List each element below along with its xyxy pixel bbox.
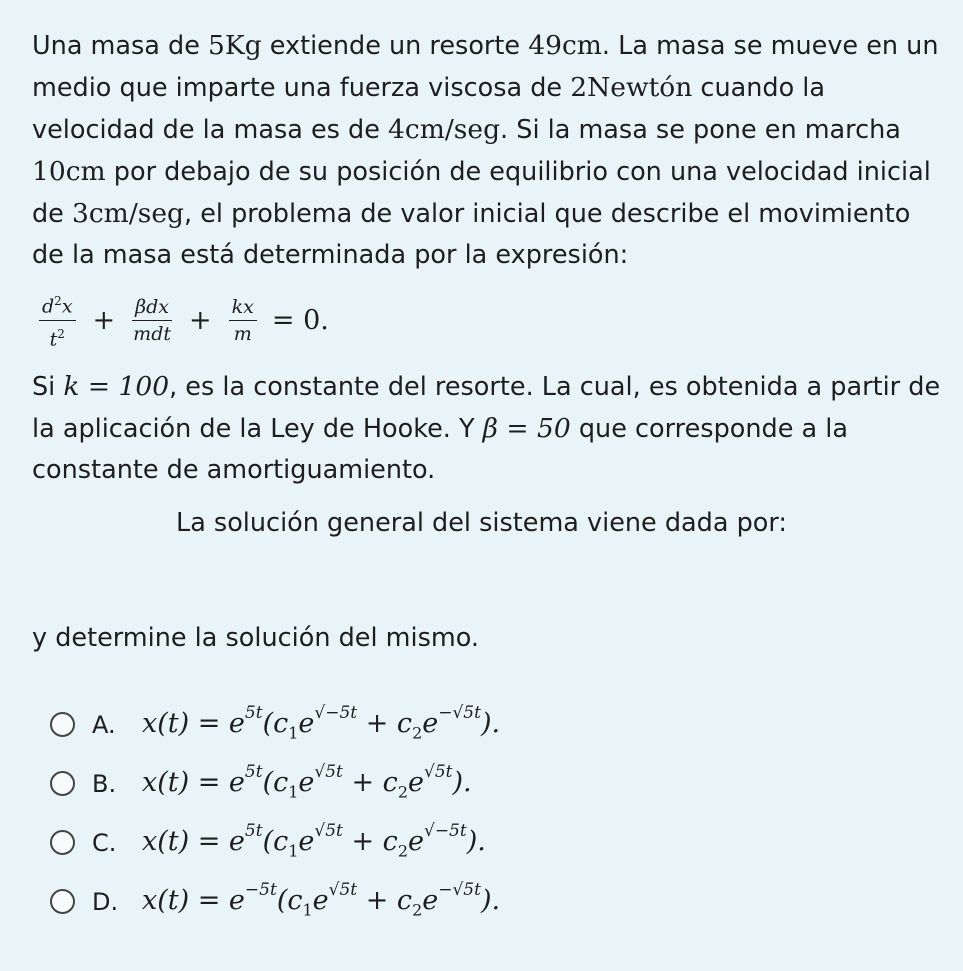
fraction-denominator [50, 321, 65, 351]
formula-e: e [298, 766, 315, 798]
formula-exponent: −√5t [438, 702, 481, 723]
formula-exponent: √5t [314, 820, 343, 841]
choice-formula [142, 761, 472, 802]
text-segment: Si [32, 372, 64, 402]
eq-d: d [42, 295, 55, 318]
formula-c1: (c [262, 825, 289, 857]
text-segment: , el problema de valor inicial que describe el movimiento de la masa está determinada por la expresión: [32, 199, 911, 270]
math-stretch: 49cm [528, 30, 602, 61]
formula-plus: + c [342, 825, 398, 857]
formula-exponent: 5t [244, 702, 263, 723]
formula-lhs: x(t) = e [142, 707, 245, 739]
formula-end: ). [452, 766, 472, 798]
formula-exponent: √−5t [423, 820, 467, 841]
choice-a[interactable] [50, 695, 500, 754]
formula-subscript: 1 [288, 841, 299, 861]
formula-exponent: 5t [244, 761, 263, 782]
formula-c1: (c [276, 884, 303, 916]
formula-exponent: √5t [328, 879, 358, 900]
formula-e: e [422, 884, 439, 916]
plus-operator: + [189, 304, 212, 336]
choice-formula [142, 820, 486, 861]
formula-subscript: 1 [302, 900, 313, 920]
formula-end: ). [480, 884, 501, 916]
math-displacement: 10cm [32, 156, 106, 187]
formula-e: e [408, 825, 424, 857]
choice-formula [142, 879, 501, 920]
general-solution-heading: La solución general del sistema viene dada por: [175, 508, 788, 538]
formula-plus: + c [357, 707, 413, 739]
formula-c1: (c [262, 707, 289, 739]
constants-statement [32, 366, 942, 491]
math-velocity: 3cm/seg [71, 198, 184, 229]
fraction-second-derivative [39, 289, 76, 351]
formula-exponent: −√5t [438, 879, 481, 900]
formula-e: e [298, 707, 315, 739]
radio-button[interactable] [50, 830, 75, 855]
fraction-numerator: βdx [132, 295, 172, 321]
math-speed: 4cm/seg [388, 114, 501, 145]
radio-button[interactable] [50, 771, 75, 796]
formula-exponent: √5t [423, 761, 453, 782]
choice-c[interactable] [50, 813, 500, 872]
formula-end: ). [466, 825, 486, 857]
fraction-denominator: mdt [133, 322, 171, 345]
formula-exponent: √5t [314, 761, 343, 782]
formula-end: ). [480, 707, 501, 739]
choice-letter: B. [92, 769, 117, 798]
formula-plus: + c [357, 884, 413, 916]
formula-e: e [408, 766, 424, 798]
problem-statement [32, 25, 942, 276]
text-segment: cuando la velocidad de la masa es de [32, 73, 826, 145]
formula-lhs: x(t) = e [142, 766, 245, 798]
formula-subscript: 1 [288, 723, 299, 743]
choice-letter: C. [92, 828, 117, 857]
choice-letter: A. [92, 710, 116, 739]
text-segment: que corresponde a la constante de amortiguamiento. [32, 414, 848, 485]
formula-e: e [422, 707, 439, 739]
math-k: k = 100 [63, 371, 170, 402]
choice-b[interactable] [50, 754, 500, 813]
formula-lhs: x(t) = e [142, 884, 245, 916]
eq-var: x [61, 295, 73, 318]
formula-subscript: 2 [397, 782, 408, 802]
radio-button[interactable] [50, 889, 75, 914]
text-segment: por debajo de su posición de equilibrio con una velocidad inicial de [32, 157, 931, 229]
formula-e: e [312, 884, 329, 916]
math-mass: 5Kg [208, 30, 262, 61]
fraction-numerator [39, 289, 76, 320]
text-segment: . La masa se mueve en un medio que imparte una fuerza viscosa de [32, 31, 939, 103]
formula-subscript: 2 [412, 723, 423, 743]
text-segment: , es la constante del resorte. La cual, es obtenida a partir de la aplicación de la Ley de Hooke. Y [32, 372, 941, 444]
formula-lhs: x(t) = e [142, 825, 245, 857]
equation-rhs: = 0. [271, 304, 329, 336]
answer-choices [50, 695, 500, 931]
formula-exponent: √−5t [314, 702, 358, 723]
eq-exponent: 2 [57, 326, 65, 341]
instruction-text: y determine la solución del mismo. [32, 623, 479, 653]
formula-exponent: 5t [244, 820, 263, 841]
formula-subscript: 2 [397, 841, 408, 861]
formula-c1: (c [262, 766, 289, 798]
text-segment: Una masa de [32, 31, 209, 61]
radio-button[interactable] [50, 712, 75, 737]
choice-d[interactable] [50, 872, 500, 931]
eq-exponent: 2 [54, 294, 62, 309]
fraction-denominator: m [233, 322, 252, 345]
formula-subscript: 1 [288, 782, 299, 802]
fraction-damping [132, 295, 172, 346]
plus-operator: + [92, 304, 116, 336]
formula-e: e [298, 825, 315, 857]
math-beta: β = 50 [482, 413, 571, 444]
differential-equation [36, 288, 329, 352]
choice-letter: D. [92, 887, 119, 916]
formula-exponent: −5t [244, 879, 277, 900]
text-segment: . Si la masa se pone en marcha [500, 115, 901, 145]
eq-t: t [49, 327, 58, 350]
formula-plus: + c [342, 766, 398, 798]
choice-formula [142, 702, 501, 743]
formula-subscript: 2 [412, 900, 423, 920]
fraction-spring [229, 295, 257, 346]
math-force: 2Newtón [570, 72, 693, 103]
text-segment: extiende un resorte [261, 31, 529, 61]
fraction-numerator: kx [229, 295, 257, 321]
